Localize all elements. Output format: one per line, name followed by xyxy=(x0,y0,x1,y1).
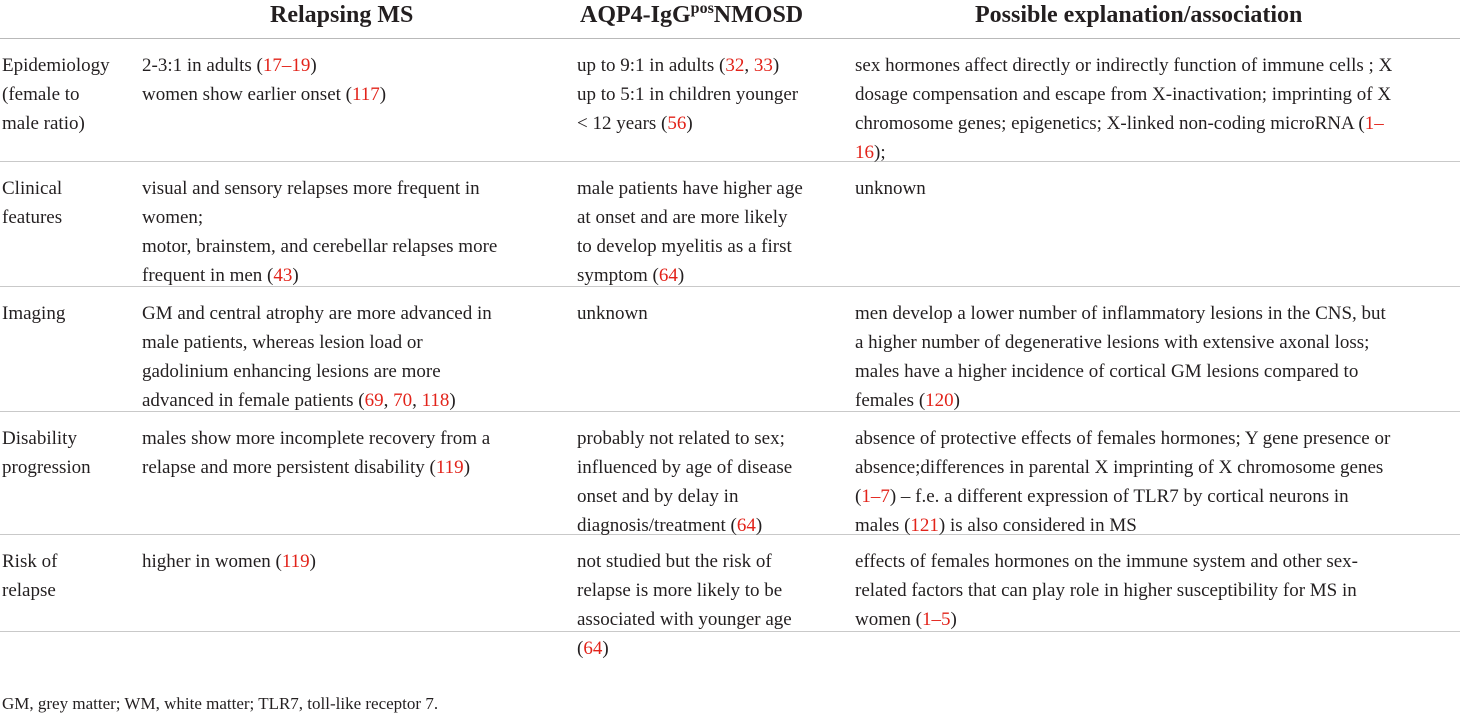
cell-text: females ( xyxy=(855,390,926,411)
cell-text: ); xyxy=(874,142,886,163)
cell-line xyxy=(855,357,1457,386)
cell-line xyxy=(855,51,1457,80)
cell-line xyxy=(142,299,552,328)
cell-line xyxy=(855,453,1457,482)
header-aqp4-post: NMOSD xyxy=(713,2,804,28)
cell-text: ) xyxy=(686,113,693,134)
cell-line xyxy=(855,328,1457,357)
cell-text: visual and sensory relapses more frequent in xyxy=(142,178,480,199)
row-label-line: Disability xyxy=(2,428,77,449)
header-aqp4-sup: pos xyxy=(690,0,714,17)
row-label xyxy=(2,424,127,482)
cell-text: ) xyxy=(772,55,780,76)
cell-relapsing-ms xyxy=(142,547,552,576)
row-label-line: progression xyxy=(2,457,91,478)
reference-citation: 69 xyxy=(364,390,384,411)
cell-text: ) xyxy=(449,390,456,411)
cell-text: influenced by age of disease xyxy=(577,457,793,478)
cell-text: 2-3:1 in adults ( xyxy=(142,55,263,76)
cell-text: unknown xyxy=(577,303,648,324)
cell-line xyxy=(142,232,552,261)
cell-text: ) xyxy=(677,265,685,286)
reference-citation: 33 xyxy=(753,55,773,76)
cell-line xyxy=(577,203,835,232)
cell-text: dosage compensation and escape from X-inactivation; imprinting of X xyxy=(855,84,1392,105)
cell-text: ) is also considered in MS xyxy=(938,515,1137,536)
cell-line xyxy=(855,547,1457,576)
cell-text: ( xyxy=(855,486,862,507)
cell-explanation xyxy=(855,547,1457,634)
cell-text: a higher number of degenerative lesions with extensive axonal loss; xyxy=(855,332,1370,353)
cell-line xyxy=(577,576,835,605)
cell-text: at onset and are more likely xyxy=(577,207,788,228)
row-label xyxy=(2,174,127,232)
cell-line xyxy=(142,386,552,415)
cell-text: associated with younger age xyxy=(577,609,792,630)
cell-relapsing-ms xyxy=(142,174,552,290)
cell-line xyxy=(855,299,1457,328)
cell-text: diagnosis/treatment ( xyxy=(577,515,737,536)
cell-text: ) xyxy=(379,84,387,105)
reference-citation: 70 xyxy=(393,390,413,411)
cell-text: women show earlier onset ( xyxy=(142,84,352,105)
cell-text: relapse is more likely to be xyxy=(577,580,783,601)
cell-text: higher in women ( xyxy=(142,551,282,572)
row-label-line: relapse xyxy=(2,580,56,601)
table-footnote: GM, grey matter; WM, white matter; TLR7, toll-like receptor 7. xyxy=(2,694,439,713)
cell-line xyxy=(577,299,835,328)
cell-text: women ( xyxy=(855,609,923,630)
cell-line xyxy=(142,261,552,290)
cell-text: males ( xyxy=(855,515,911,536)
table-row xyxy=(0,535,1460,659)
cell-text: ) xyxy=(953,390,960,411)
row-label xyxy=(2,299,127,328)
row-label xyxy=(2,51,127,138)
row-label-line: Epidemiology xyxy=(2,55,110,76)
cell-text: ) xyxy=(309,551,316,572)
cell-line xyxy=(577,453,835,482)
reference-citation: 121 xyxy=(910,515,939,536)
cell-line xyxy=(855,605,1457,634)
cell-text: < 12 years ( xyxy=(577,113,668,134)
header-possible-explanation: Possible explanation/association xyxy=(975,2,1303,28)
cell-text: ) – f.e. a different expression of TLR7 by cortical neurons in xyxy=(889,486,1349,507)
cell-text: , xyxy=(744,55,754,76)
cell-text: onset and by delay in xyxy=(577,486,739,507)
cell-line xyxy=(577,605,835,634)
table-header xyxy=(0,0,1460,39)
cell-text: men develop a lower number of inflammatory lesions in the CNS, but xyxy=(855,303,1386,324)
cell-line xyxy=(577,547,835,576)
cell-line xyxy=(855,482,1457,511)
cell-text: ) xyxy=(463,457,471,478)
cell-text: to develop myelitis as a first xyxy=(577,236,792,257)
cell-line xyxy=(142,80,552,109)
cell-line xyxy=(142,328,552,357)
cell-line xyxy=(142,51,552,80)
cell-line xyxy=(142,547,552,576)
cell-text: , xyxy=(412,390,422,411)
cell-text: up to 5:1 in children younger xyxy=(577,84,799,105)
cell-text: males have a higher incidence of cortical GM lesions compared to xyxy=(855,361,1359,382)
reference-citation: 32 xyxy=(725,55,745,76)
cell-aqp4-nmosd xyxy=(577,424,835,540)
cell-text: unknown xyxy=(855,178,926,199)
cell-text: probably not related to sex; xyxy=(577,428,785,449)
cell-line xyxy=(577,634,835,663)
cell-line xyxy=(577,232,835,261)
header-relapsing-ms: Relapsing MS xyxy=(270,2,414,28)
cell-text: relapse and more persistent disability ( xyxy=(142,457,436,478)
reference-citation: 117 xyxy=(352,84,380,105)
row-label-line: Clinical xyxy=(2,178,63,199)
cell-line xyxy=(577,174,835,203)
cell-text: related factors that can play role in higher susceptibility for MS in xyxy=(855,580,1357,601)
header-aqp4-pre: AQP4-IgG xyxy=(580,2,691,28)
cell-aqp4-nmosd xyxy=(577,547,835,663)
cell-line xyxy=(855,576,1457,605)
reference-citation: 64 xyxy=(658,265,678,286)
cell-line xyxy=(855,109,1457,138)
header-aqp4-nmosd xyxy=(580,0,803,30)
reference-citation: 1–5 xyxy=(922,609,951,630)
cell-line xyxy=(142,357,552,386)
cell-aqp4-nmosd xyxy=(577,51,835,138)
cell-text: ) xyxy=(602,638,609,659)
cell-text: ) xyxy=(292,265,299,286)
table-row xyxy=(0,287,1460,412)
cell-line xyxy=(855,424,1457,453)
cell-explanation xyxy=(855,424,1457,540)
cell-explanation xyxy=(855,51,1457,167)
cell-text: sex hormones affect directly or indirectly function of immune cells ; X xyxy=(855,55,1393,76)
cell-aqp4-nmosd xyxy=(577,174,835,290)
row-label xyxy=(2,547,127,605)
cell-text: not studied but the risk of xyxy=(577,551,772,572)
cell-line xyxy=(577,424,835,453)
cell-line xyxy=(577,261,835,290)
cell-line xyxy=(855,174,1457,203)
row-label-line: features xyxy=(2,207,63,228)
cell-aqp4-nmosd xyxy=(577,299,835,328)
table-body xyxy=(0,39,1460,659)
cell-text: advanced in female patients ( xyxy=(142,390,365,411)
cell-text: GM and central atrophy are more advanced in xyxy=(142,303,492,324)
cell-relapsing-ms xyxy=(142,424,552,482)
table-row xyxy=(0,39,1460,162)
reference-citation: 43 xyxy=(273,265,293,286)
reference-citation: 17–19 xyxy=(262,55,311,76)
cell-text: symptom ( xyxy=(577,265,659,286)
reference-citation: 118 xyxy=(421,390,450,411)
cell-explanation xyxy=(855,299,1457,415)
cell-text: , xyxy=(383,390,394,411)
cell-explanation xyxy=(855,174,1457,203)
cell-text: frequent in men ( xyxy=(142,265,274,286)
cell-line xyxy=(142,424,552,453)
table-row xyxy=(0,162,1460,287)
reference-citation: 119 xyxy=(281,551,310,572)
reference-citation: 56 xyxy=(667,113,687,134)
table-row xyxy=(0,412,1460,535)
reference-citation: 1–7 xyxy=(861,486,890,507)
cell-line xyxy=(577,109,835,138)
cell-text: women; xyxy=(142,207,204,228)
cell-text: ) xyxy=(310,55,317,76)
cell-relapsing-ms xyxy=(142,51,552,109)
cell-line xyxy=(142,174,552,203)
row-label-line: Imaging xyxy=(2,303,66,324)
cell-text: ) xyxy=(755,515,763,536)
cell-text: absence of protective effects of females hormones; Y gene presence or xyxy=(855,428,1391,449)
reference-citation: 1– xyxy=(1364,113,1384,134)
cell-text: ) xyxy=(950,609,957,630)
reference-citation: 120 xyxy=(925,390,954,411)
cell-text: male patients have higher age xyxy=(577,178,803,199)
cell-text: up to 9:1 in adults ( xyxy=(577,55,726,76)
reference-citation: 119 xyxy=(435,457,464,478)
cell-text: absence;differences in parental X imprinting of X chromosome genes xyxy=(855,457,1384,478)
cell-line xyxy=(855,80,1457,109)
reference-citation: 64 xyxy=(583,638,603,659)
reference-citation: 16 xyxy=(855,142,874,163)
row-label-line: (female to xyxy=(2,84,80,105)
cell-line xyxy=(142,453,552,482)
cell-line xyxy=(855,386,1457,415)
cell-line xyxy=(577,482,835,511)
cell-text: males show more incomplete recovery from a xyxy=(142,428,491,449)
reference-citation: 64 xyxy=(736,515,756,536)
cell-text: gadolinium enhancing lesions are more xyxy=(142,361,441,382)
cell-text: male patients, whereas lesion load or xyxy=(142,332,423,353)
cell-text: motor, brainstem, and cerebellar relapses more xyxy=(142,236,498,257)
cell-text: ( xyxy=(577,638,584,659)
cell-text: effects of females hormones on the immune system and other sex- xyxy=(855,551,1359,572)
row-label-line: male ratio) xyxy=(2,113,85,134)
cell-relapsing-ms xyxy=(142,299,552,415)
cell-line xyxy=(577,51,835,80)
cell-line xyxy=(577,80,835,109)
cell-text: chromosome genes; epigenetics; X-linked non-coding microRNA ( xyxy=(855,113,1365,134)
row-label-line: Risk of xyxy=(2,551,58,572)
cell-line xyxy=(142,203,552,232)
